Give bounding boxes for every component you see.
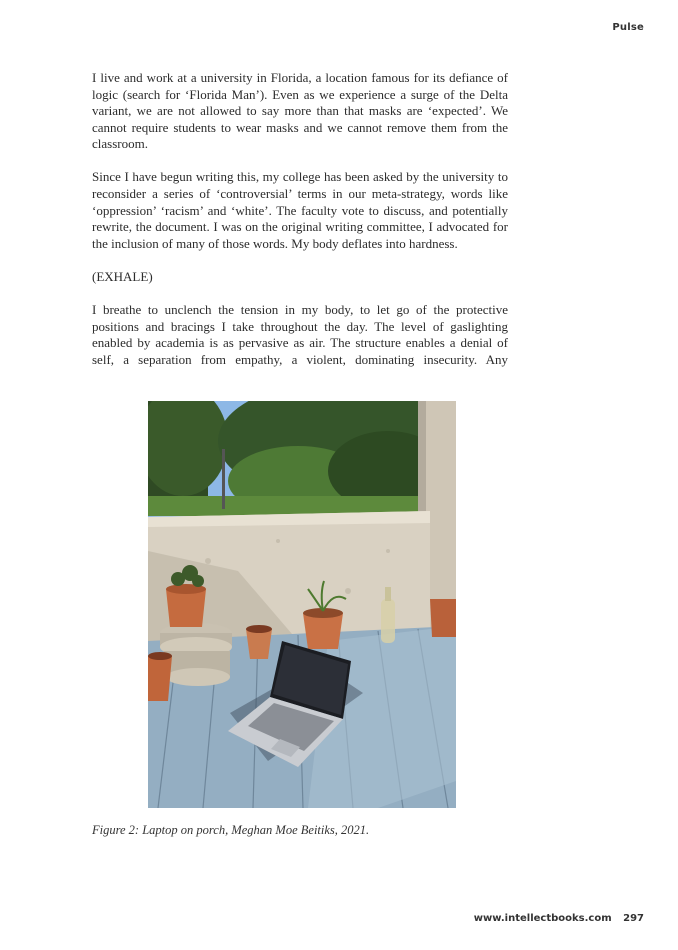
pot: [246, 629, 272, 659]
pot: [430, 599, 456, 637]
paragraph: I breathe to unclench the tension in my body, to let go of the protective positions and bracings I take throughout the day. The level of gaslighting enabled by academia is as pervasive as air. The structure enables a denial of self, a separation from empathy, a violent, dominating insecurity. Any: [92, 302, 508, 367]
page-number: 297: [623, 913, 644, 924]
pot: [166, 589, 206, 627]
website-link[interactable]: www.intellectbooks.com: [473, 913, 612, 924]
pot: [148, 656, 172, 701]
article-body: [92, 70, 508, 368]
page-footer: [474, 913, 644, 924]
running-head: Pulse: [612, 22, 644, 33]
bottle: [381, 599, 395, 643]
paragraph: (EXHALE): [92, 268, 153, 284]
figure-caption: Figure 2: Laptop on porch, Meghan Moe Beitiks, 2021.: [92, 823, 370, 837]
paragraph: I live and work at a university in Florida, a location famous for its defiance of logic (search for ‘Florida Man’). Even as we experience a surge of the Delta variant, we are not allowed to say more than that masks are ‘expected’. We cannot require students to wear masks and we cannot remove them from the classroom.: [92, 70, 508, 152]
pot: [303, 613, 343, 649]
paragraph: Since I have begun writing this, my college has been asked by the university to reconsider a series of ‘controversial’ terms in our meta-strategy, words like ‘oppression’ ‘racism’ and ‘white’. The faculty vote to discuss, and potentially rewrite, the document. I was on the original writing committee, I advocated for the inclusion of many of those words. My body deflates into hardness.: [92, 169, 508, 251]
figure-photo-laptop-on-porch: [148, 401, 456, 808]
